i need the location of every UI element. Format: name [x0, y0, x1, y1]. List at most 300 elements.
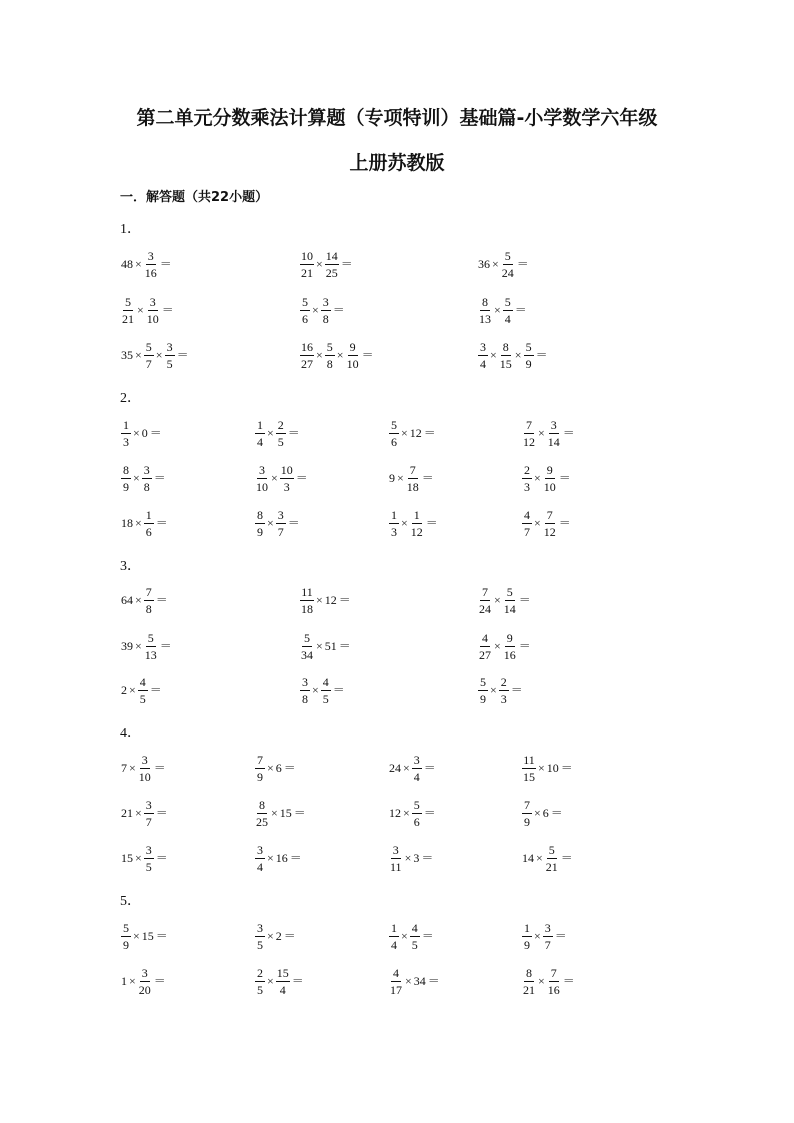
- fraction-numerator: 3: [141, 965, 148, 980]
- multiply-sign: ×: [135, 593, 142, 607]
- equals-sign: ＝: [338, 593, 351, 607]
- fraction-numerator: 1: [123, 417, 129, 432]
- fraction-denominator: 34: [301, 647, 313, 662]
- number: 10: [546, 761, 559, 775]
- fraction-denominator: 4: [257, 434, 263, 449]
- fraction: [138, 967, 152, 996]
- fraction-numerator: 3: [480, 339, 486, 354]
- number: 2: [121, 683, 127, 697]
- multiply-sign: ×: [267, 426, 274, 440]
- fraction: [499, 676, 509, 705]
- fraction: [547, 967, 561, 996]
- multiply-sign: ×: [534, 929, 541, 943]
- fraction: [280, 464, 294, 493]
- fraction-denominator: 6: [145, 524, 152, 539]
- number: 7: [121, 761, 127, 775]
- math-expression: [120, 461, 167, 495]
- fraction: [389, 922, 399, 951]
- math-expression: [120, 796, 169, 830]
- equals-sign: ＝: [153, 471, 166, 485]
- fraction: [346, 341, 360, 370]
- fraction-numerator: 5: [480, 674, 486, 689]
- fraction-numerator: 5: [326, 339, 333, 354]
- fraction-denominator: 3: [283, 479, 290, 494]
- fraction: [543, 509, 557, 538]
- equals-sign: ＝: [283, 761, 296, 775]
- number: 15: [141, 929, 154, 943]
- equals-sign: ＝: [155, 929, 168, 943]
- section-heading: 一．解答题（共22小题）: [120, 190, 269, 205]
- fraction-numerator: 5: [506, 584, 513, 599]
- fraction: [165, 341, 175, 370]
- math-expression: [120, 964, 167, 998]
- fraction-numerator: 8: [502, 339, 509, 354]
- multiply-sign: ×: [316, 257, 323, 271]
- fraction: [543, 922, 553, 951]
- multiply-sign: ×: [494, 593, 501, 607]
- math-expression: [388, 796, 437, 830]
- math-expression: [254, 796, 307, 830]
- fraction-numerator: 1: [413, 507, 420, 522]
- number: 12: [324, 593, 337, 607]
- equals-sign: ＝: [558, 471, 571, 485]
- question-number: 1．: [120, 222, 141, 237]
- number: 21: [121, 806, 133, 820]
- fraction-denominator: 9: [525, 356, 532, 371]
- fraction-numerator: 2: [257, 965, 263, 980]
- math-expression: [521, 919, 568, 953]
- math-expression: [388, 841, 434, 875]
- equals-sign: ＝: [295, 471, 308, 485]
- fraction-denominator: 4: [504, 311, 511, 326]
- number: 18: [121, 516, 133, 530]
- fraction: [522, 967, 536, 996]
- fraction: [255, 464, 269, 493]
- fraction: [300, 586, 314, 615]
- multiply-sign: ×: [401, 426, 408, 440]
- fraction-numerator: 7: [524, 797, 530, 812]
- math-expression: [477, 629, 532, 663]
- question-number: 3．: [120, 559, 141, 574]
- math-expression: [254, 416, 301, 450]
- math-expression: [120, 673, 163, 707]
- fraction-numerator: 5: [304, 630, 310, 645]
- document-title-line2: 上册苏教版: [349, 152, 445, 174]
- fraction-denominator: 8: [143, 479, 150, 494]
- number: 34: [413, 974, 426, 988]
- fraction-numerator: 3: [145, 842, 152, 857]
- number: 12: [389, 806, 401, 820]
- fraction-numerator: 3: [149, 294, 156, 309]
- equals-sign: ＝: [153, 974, 166, 988]
- equals-sign: ＝: [338, 639, 351, 653]
- fraction-numerator: 15: [276, 965, 289, 980]
- fraction: [276, 509, 286, 538]
- multiply-sign: ×: [316, 593, 323, 607]
- fraction-denominator: 12: [543, 524, 556, 539]
- fraction-numerator: 4: [139, 674, 146, 689]
- equals-sign: ＝: [421, 851, 434, 865]
- fraction-numerator: 3: [257, 842, 263, 857]
- multiply-sign: ×: [403, 806, 410, 820]
- fraction: [300, 341, 314, 370]
- equals-sign: ＝: [421, 929, 434, 943]
- fraction-denominator: 8: [145, 601, 152, 616]
- math-expression: [120, 506, 169, 540]
- fraction: [255, 799, 269, 828]
- fraction: [501, 250, 515, 279]
- fraction-denominator: 5: [257, 937, 263, 952]
- fraction-denominator: 5: [166, 356, 173, 371]
- fraction-denominator: 9: [123, 937, 129, 952]
- multiply-sign: ×: [403, 761, 410, 775]
- equals-sign: ＝: [332, 683, 345, 697]
- multiply-sign: ×: [129, 761, 136, 775]
- fraction: [325, 250, 339, 279]
- math-expression: [388, 751, 437, 785]
- fraction: [255, 419, 265, 448]
- math-expression: [388, 919, 435, 953]
- fraction-denominator: 9: [257, 524, 263, 539]
- fraction: [410, 922, 420, 951]
- number: 6: [275, 761, 282, 775]
- fraction-numerator: 9: [546, 462, 553, 477]
- equals-sign: ＝: [293, 806, 306, 820]
- fraction: [255, 509, 265, 538]
- fraction-denominator: 27: [301, 356, 313, 371]
- multiply-sign: ×: [135, 639, 142, 653]
- fraction-numerator: 5: [548, 842, 555, 857]
- math-expression: [120, 338, 190, 372]
- equals-sign: ＝: [423, 806, 436, 820]
- fraction: [406, 464, 420, 493]
- equals-sign: ＝: [560, 851, 573, 865]
- fraction-numerator: 8: [259, 797, 265, 812]
- math-expression: [299, 293, 346, 327]
- math-expression: [120, 583, 169, 617]
- fraction: [389, 419, 399, 448]
- fraction-denominator: 9: [257, 769, 263, 784]
- fraction-numerator: 5: [413, 797, 420, 812]
- number: 64: [121, 593, 133, 607]
- fraction-denominator: 5: [277, 434, 284, 449]
- equals-sign: ＝: [176, 348, 189, 362]
- math-expression: [120, 919, 169, 953]
- math-expression: [299, 673, 346, 707]
- fraction: [389, 509, 399, 538]
- multiply-sign: ×: [135, 348, 142, 362]
- multiply-sign: ×: [336, 348, 344, 362]
- multiply-sign: ×: [155, 348, 163, 362]
- equals-sign: ＝: [155, 516, 168, 530]
- math-expression: [477, 338, 549, 372]
- fraction-numerator: 7: [257, 752, 263, 767]
- fraction: [522, 922, 532, 951]
- math-expression: [254, 841, 303, 875]
- fraction-numerator: 1: [145, 507, 152, 522]
- fraction-denominator: 8: [326, 356, 333, 371]
- multiply-sign: ×: [490, 348, 497, 362]
- equals-sign: ＝: [425, 516, 438, 530]
- multiply-sign: ×: [494, 303, 501, 317]
- fraction-numerator: 8: [257, 507, 263, 522]
- multiply-sign: ×: [133, 426, 140, 440]
- fraction-numerator: 4: [393, 965, 399, 980]
- fraction: [522, 464, 532, 493]
- fraction: [478, 676, 488, 705]
- multiply-sign: ×: [494, 639, 501, 653]
- multiply-sign: ×: [312, 303, 319, 317]
- fraction-numerator: 10: [301, 248, 313, 263]
- multiply-sign: ×: [534, 471, 541, 485]
- fraction: [300, 676, 310, 705]
- fraction-denominator: 7: [145, 814, 152, 829]
- fraction-denominator: 17: [390, 982, 402, 997]
- fraction: [121, 419, 131, 448]
- number: 48: [121, 257, 133, 271]
- fraction: [321, 676, 331, 705]
- equals-sign: ＝: [423, 761, 436, 775]
- equals-sign: ＝: [518, 593, 531, 607]
- fraction: [389, 967, 403, 996]
- fraction-denominator: 13: [144, 647, 157, 662]
- math-expression: [388, 416, 437, 450]
- fraction-numerator: 5: [504, 294, 511, 309]
- equals-sign: ＝: [149, 683, 162, 697]
- fraction-denominator: 6: [413, 814, 420, 829]
- fraction-numerator: 16: [301, 339, 313, 354]
- equals-sign: ＝: [558, 516, 571, 530]
- fraction: [321, 296, 331, 325]
- math-expression: [254, 461, 309, 495]
- fraction-numerator: 7: [526, 417, 532, 432]
- fraction-numerator: 7: [409, 462, 416, 477]
- fraction-numerator: 1: [524, 920, 530, 935]
- multiply-sign: ×: [534, 516, 541, 530]
- fraction-denominator: 8: [302, 691, 308, 706]
- math-expression: [477, 247, 530, 281]
- fraction: [300, 632, 314, 661]
- fraction: [503, 586, 517, 615]
- fraction-numerator: 3: [147, 248, 154, 263]
- multiply-sign: ×: [492, 257, 499, 271]
- math-expression: [254, 919, 297, 953]
- multiply-sign: ×: [490, 683, 497, 697]
- equals-sign: ＝: [289, 851, 302, 865]
- math-expression: [254, 751, 297, 785]
- multiply-sign: ×: [267, 851, 274, 865]
- math-expression: [120, 841, 169, 875]
- fraction: [121, 922, 131, 951]
- fraction-denominator: 5: [257, 982, 263, 997]
- fraction-numerator: 4: [411, 920, 418, 935]
- fraction: [522, 509, 532, 538]
- fraction: [255, 844, 265, 873]
- multiply-sign: ×: [135, 257, 142, 271]
- fraction-numerator: 5: [525, 339, 532, 354]
- fraction-numerator: 2: [277, 417, 284, 432]
- fraction-denominator: 12: [410, 524, 423, 539]
- fraction-denominator: 3: [123, 434, 129, 449]
- multiply-sign: ×: [271, 471, 278, 485]
- fraction-denominator: 20: [138, 982, 151, 997]
- multiply-sign: ×: [404, 851, 412, 865]
- equals-sign: ＝: [159, 257, 172, 271]
- fraction: [478, 296, 492, 325]
- fraction-numerator: 4: [482, 630, 488, 645]
- fraction-denominator: 16: [503, 647, 516, 662]
- fraction-numerator: 7: [145, 584, 152, 599]
- fraction-numerator: 11: [523, 752, 535, 767]
- fraction: [121, 464, 131, 493]
- multiply-sign: ×: [401, 929, 408, 943]
- number: 3: [413, 851, 420, 865]
- fraction-denominator: 4: [480, 356, 486, 371]
- fraction-numerator: 3: [259, 462, 265, 477]
- fraction: [499, 341, 513, 370]
- multiply-sign: ×: [534, 806, 541, 820]
- multiply-sign: ×: [405, 974, 412, 988]
- fraction-denominator: 4: [257, 859, 263, 874]
- fraction-denominator: 25: [325, 265, 338, 280]
- multiply-sign: ×: [312, 683, 319, 697]
- math-expression: [299, 583, 352, 617]
- fraction-denominator: 21: [523, 982, 535, 997]
- equals-sign: ＝: [514, 303, 527, 317]
- question-number: 2．: [120, 391, 141, 406]
- fraction-numerator: 7: [482, 584, 488, 599]
- fraction-numerator: 11: [301, 584, 313, 599]
- fraction: [389, 844, 403, 873]
- math-expression: [299, 247, 354, 281]
- fraction-numerator: 3: [141, 752, 148, 767]
- fraction-numerator: 4: [524, 507, 530, 522]
- equals-sign: ＝: [421, 471, 434, 485]
- equals-sign: ＝: [287, 516, 300, 530]
- multiply-sign: ×: [271, 806, 278, 820]
- fraction-denominator: 21: [301, 265, 313, 280]
- math-expression: [388, 461, 435, 495]
- fraction-denominator: 7: [544, 937, 551, 952]
- fraction-denominator: 24: [479, 601, 491, 616]
- equals-sign: ＝: [161, 303, 174, 317]
- fraction-numerator: 3: [322, 294, 329, 309]
- fraction: [144, 586, 154, 615]
- fraction-denominator: 3: [500, 691, 507, 706]
- number: 6: [542, 806, 549, 820]
- math-expression: [521, 751, 574, 785]
- fraction: [146, 296, 160, 325]
- math-expression: [388, 964, 441, 998]
- fraction-denominator: 12: [523, 434, 535, 449]
- fraction-denominator: 7: [277, 524, 284, 539]
- fraction: [547, 419, 561, 448]
- math-expression: [120, 247, 173, 281]
- multiply-sign: ×: [135, 516, 142, 530]
- fraction-denominator: 25: [256, 814, 268, 829]
- fraction-numerator: 9: [506, 630, 513, 645]
- fraction: [522, 799, 532, 828]
- math-expression: [299, 629, 352, 663]
- equals-sign: ＝: [149, 426, 162, 440]
- fraction-numerator: 3: [145, 797, 152, 812]
- document-title-line1: 第二单元分数乘法计算题（专项特训）基础篇-小学数学六年级: [136, 107, 658, 129]
- multiply-sign: ×: [538, 761, 545, 775]
- equals-sign: ＝: [423, 426, 436, 440]
- fraction-numerator: 2: [500, 674, 507, 689]
- fraction-numerator: 3: [392, 842, 399, 857]
- fraction: [412, 754, 422, 783]
- equals-sign: ＝: [560, 761, 573, 775]
- fraction-denominator: 10: [543, 479, 556, 494]
- question-number: 4．: [120, 726, 141, 741]
- fraction-denominator: 7: [145, 356, 152, 371]
- fraction: [144, 250, 158, 279]
- fraction-numerator: 5: [125, 294, 131, 309]
- fraction-numerator: 14: [325, 248, 338, 263]
- fraction-denominator: 15: [499, 356, 512, 371]
- equals-sign: ＝: [291, 974, 304, 988]
- fraction-denominator: 3: [524, 479, 530, 494]
- fraction: [325, 341, 335, 370]
- math-expression: [388, 506, 439, 540]
- equals-sign: ＝: [510, 683, 523, 697]
- fraction-numerator: 1: [257, 417, 263, 432]
- equals-sign: ＝: [562, 426, 575, 440]
- multiply-sign: ×: [133, 471, 140, 485]
- fraction-numerator: 3: [550, 417, 557, 432]
- fraction-denominator: 24: [501, 265, 514, 280]
- fraction-numerator: 7: [546, 507, 553, 522]
- fraction-denominator: 5: [139, 691, 146, 706]
- number: 36: [478, 257, 490, 271]
- math-expression: [521, 964, 576, 998]
- fraction-numerator: 3: [413, 752, 420, 767]
- fraction-numerator: 10: [280, 462, 293, 477]
- math-expression: [120, 629, 173, 663]
- fraction-numerator: 5: [391, 417, 397, 432]
- multiply-sign: ×: [538, 426, 545, 440]
- fraction-denominator: 5: [411, 937, 418, 952]
- fraction: [522, 419, 536, 448]
- equals-sign: ＝: [361, 348, 374, 362]
- multiply-sign: ×: [137, 303, 144, 317]
- multiply-sign: ×: [316, 639, 323, 653]
- equals-sign: ＝: [562, 974, 575, 988]
- math-expression: [254, 506, 301, 540]
- fraction: [503, 632, 517, 661]
- multiply-sign: ×: [133, 929, 140, 943]
- math-expression: [120, 293, 175, 327]
- fraction-denominator: 4: [413, 769, 420, 784]
- fraction-denominator: 9: [524, 814, 530, 829]
- fraction-denominator: 18: [406, 479, 419, 494]
- fraction-denominator: 9: [524, 937, 530, 952]
- fraction-denominator: 9: [123, 479, 129, 494]
- number: 0: [141, 426, 148, 440]
- math-expression: [477, 583, 532, 617]
- fraction-denominator: 11: [390, 859, 402, 874]
- equals-sign: ＝: [340, 257, 353, 271]
- fraction-denominator: 6: [302, 311, 308, 326]
- equals-sign: ＝: [516, 257, 529, 271]
- fraction-denominator: 6: [391, 434, 397, 449]
- equals-sign: ＝: [427, 974, 440, 988]
- equals-sign: ＝: [554, 929, 567, 943]
- number: 24: [389, 761, 401, 775]
- fraction-denominator: 8: [322, 311, 329, 326]
- fraction-numerator: 8: [526, 965, 532, 980]
